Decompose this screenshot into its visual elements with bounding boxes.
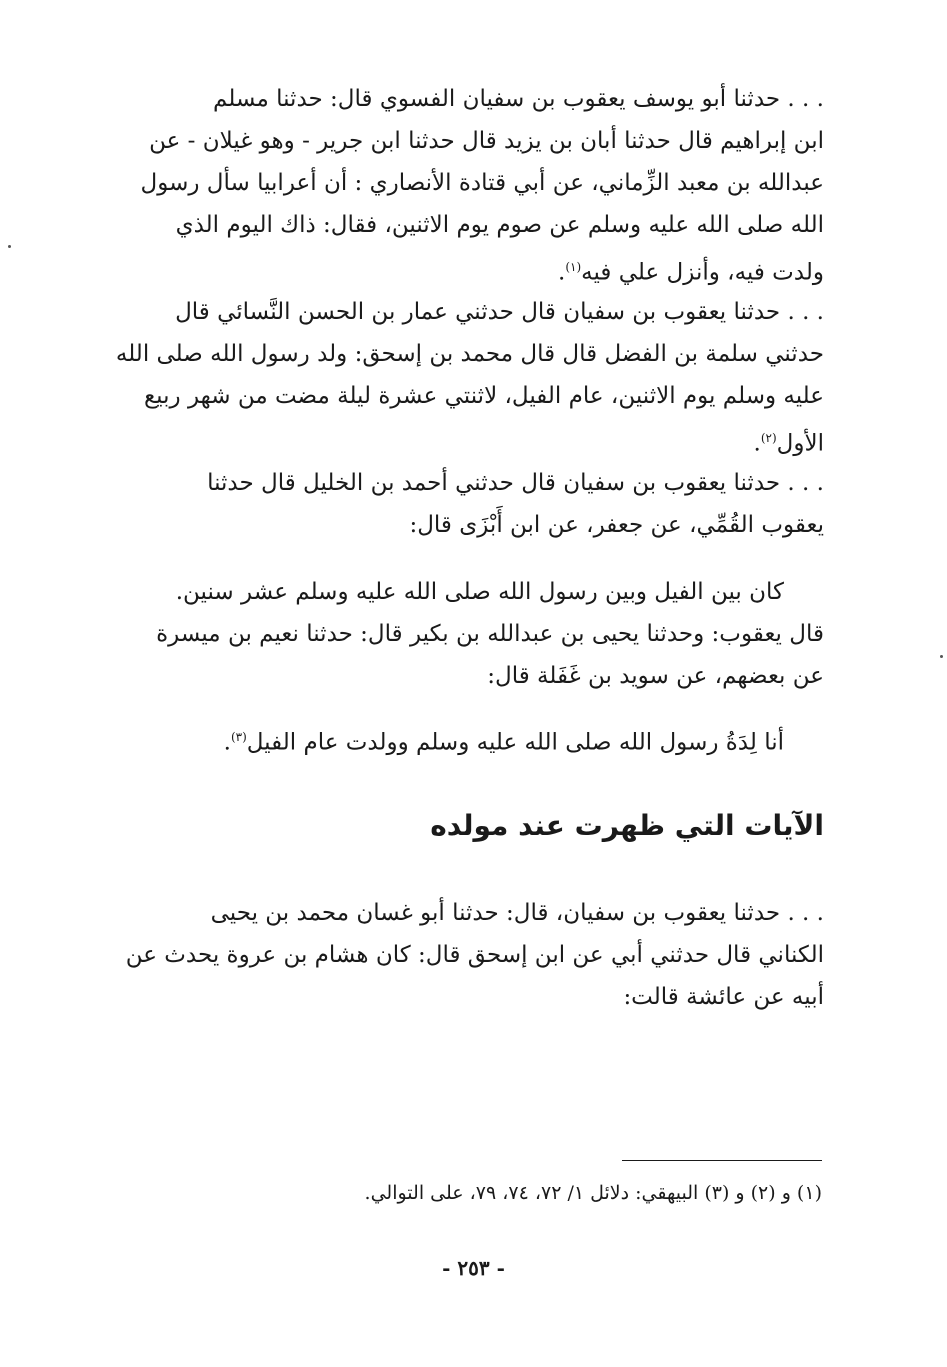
quote-text xyxy=(118,716,824,758)
text-line xyxy=(118,417,824,459)
footnote-marker: (٣) xyxy=(230,730,247,744)
text-line: يعقوب القُمِّي، عن جعفر، عن ابن أَبْزَى قال: xyxy=(409,512,824,538)
text-line: . . . حدثنا أبو يوسف يعقوب بن سفيان الفسوي قال: حدثنا مسلم xyxy=(213,86,824,112)
section-heading: الآيات التي ظهرت عند مولده xyxy=(430,809,824,842)
page-number: - ٢٥٣ - xyxy=(442,1256,505,1280)
quote-text: كان بين الفيل وبين رسول الله صلى الله عليه وسلم عشر سنين. xyxy=(175,579,784,605)
text-line: . . . حدثنا يعقوب بن سفيان، قال: حدثنا أبو غسان محمد بن يحيى xyxy=(210,900,824,926)
line-end: . xyxy=(558,259,566,286)
footnote-divider xyxy=(622,1160,822,1161)
paragraph-4 xyxy=(118,613,824,697)
text-line xyxy=(118,246,824,288)
text-line: عليه وسلم يوم الاثنين، عام الفيل، لاثنتي عشرة ليلة مضت من شهر ربيع xyxy=(143,383,824,409)
text-line: الكناني قال حدثني أبي عن ابن إسحق قال: كان هشام بن عروة يحدث عن xyxy=(125,942,824,968)
text-line: ابن إبراهيم قال حدثنا أبان بن يزيد قال حدثنا ابن جرير - وهو غيلان - عن xyxy=(149,128,824,154)
text-line: الله صلى الله عليه وسلم عن صوم يوم الاثنين، فقال: ذاك اليوم الذي xyxy=(175,212,824,238)
scan-speck xyxy=(8,245,11,248)
quote-2 xyxy=(118,716,824,758)
line-text: ولدت فيه، وأنزل علي فيه xyxy=(581,259,824,286)
footnote-marker: (١) xyxy=(565,260,582,274)
line-text: أنا لِدَةُ رسول الله صلى الله عليه وسلم وولدت عام الفيل xyxy=(246,729,784,756)
paragraph-1 xyxy=(118,78,824,288)
text-line: حدثني سلمة بن الفضل قال قال محمد بن إسحق: ولد رسول الله صلى الله xyxy=(115,341,824,367)
page-body xyxy=(115,78,824,1021)
paragraph-5 xyxy=(118,892,824,1018)
text-line: . . . حدثنا يعقوب بن سفيان قال حدثني أحمد بن الخليل قال حدثنا xyxy=(207,470,824,496)
line-end: . xyxy=(223,729,231,756)
paragraph-2 xyxy=(115,291,824,459)
footnote-marker: (٢) xyxy=(760,431,777,445)
quote-1 xyxy=(118,571,824,613)
scan-speck xyxy=(940,655,943,658)
line-text: الأول xyxy=(776,430,824,457)
footnote: (١) و (٢) و (٣) البيهقي: دلائل ١/ ٧٢، ٧٤، ٧٩، على التوالي. xyxy=(364,1182,822,1204)
line-end: . xyxy=(753,430,761,457)
text-line: قال يعقوب: وحدثنا يحيى بن عبدالله بن بكير قال: حدثنا نعيم بن ميسرة xyxy=(156,621,824,647)
text-line: . . . حدثنا يعقوب بن سفيان قال حدثني عمار بن الحسن النَّسائي قال xyxy=(175,299,824,325)
text-line: عبدالله بن معبد الزِّماني، عن أبي قتادة الأنصاري : أن أعرابيا سأل رسول xyxy=(140,170,824,196)
text-line: عن بعضهم، عن سويد بن غَفَلة قال: xyxy=(487,663,824,689)
paragraph-3 xyxy=(118,462,824,546)
text-line: أبيه عن عائشة قالت: xyxy=(623,984,824,1010)
